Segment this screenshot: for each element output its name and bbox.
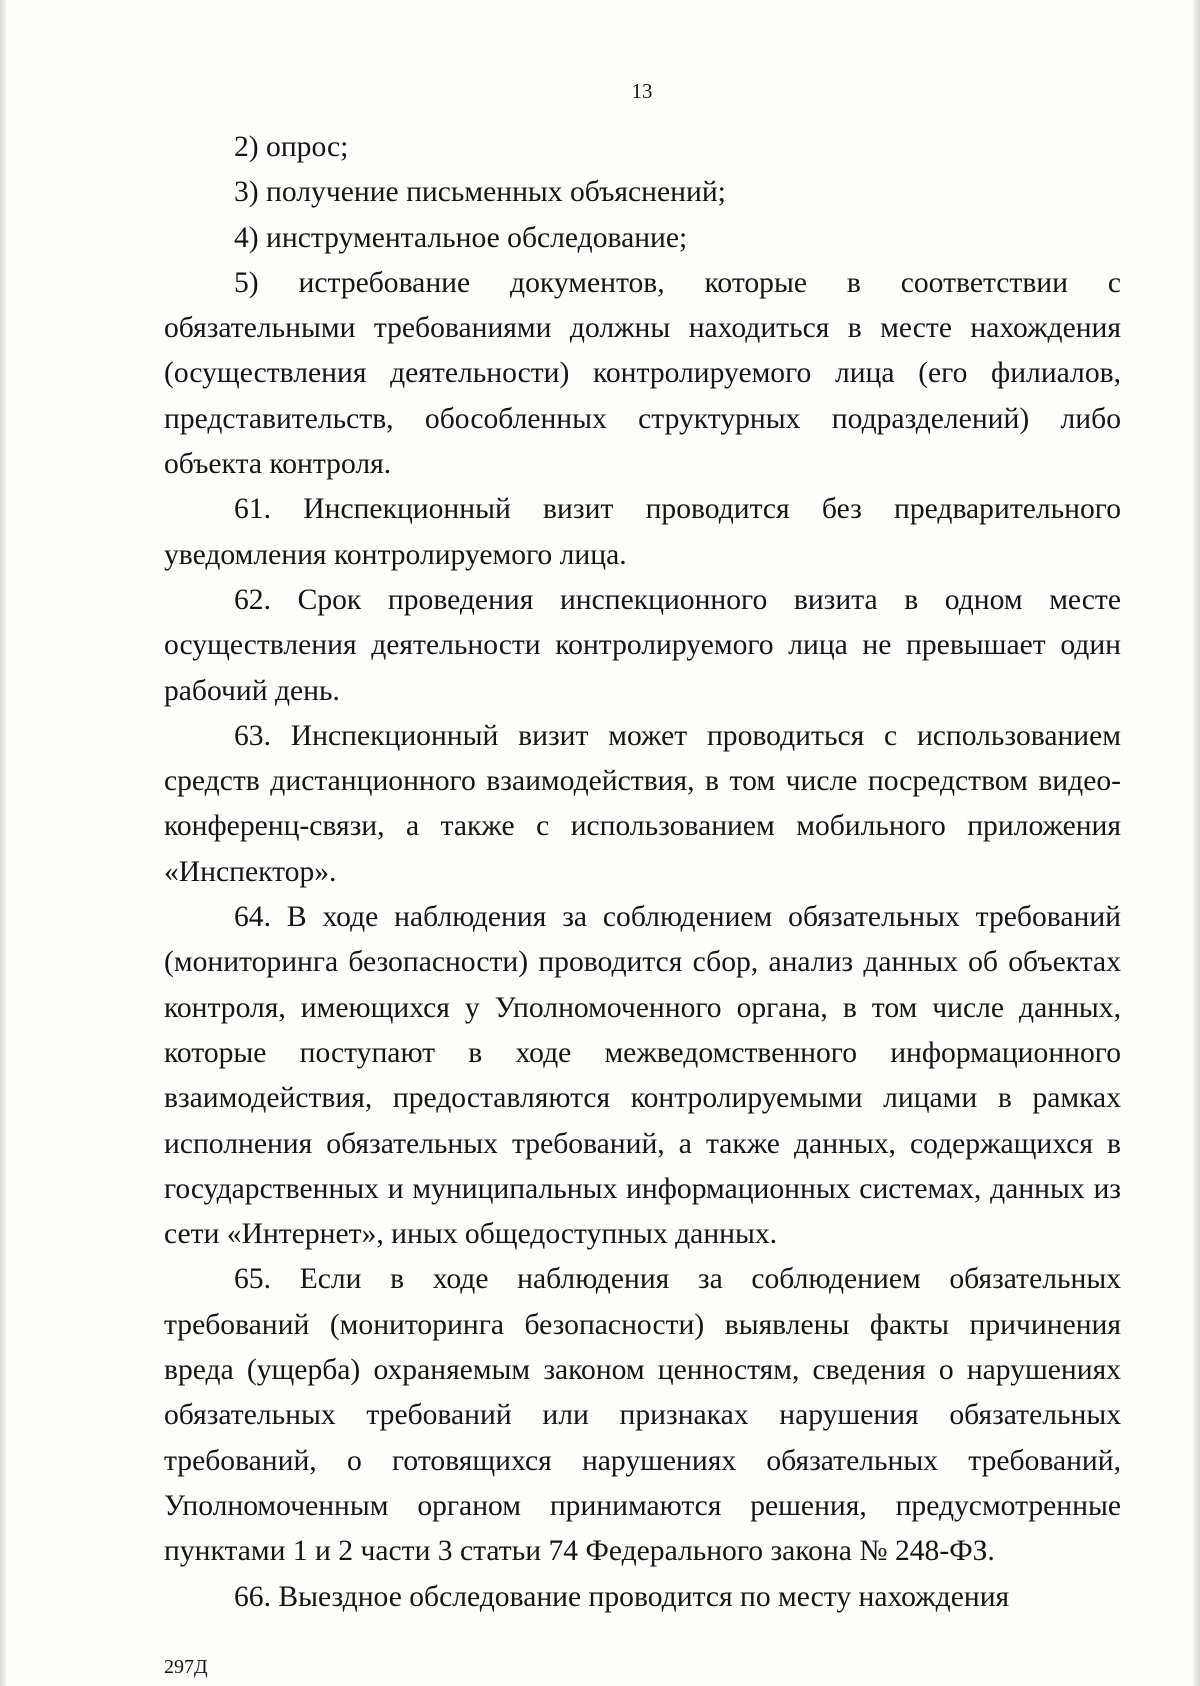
list-item: 2) опрос; [234, 131, 349, 163]
document-body [164, 125, 1121, 1620]
paragraph-63: 63. Инспекционный визит может проводиться с использованием средств дистанционного взаимодействия, в том числе посредством видео-конференц-связи, а также с использованием мобильного приложения «Инспектор». [164, 719, 1121, 888]
paragraph-65: 65. Если в ходе наблюдения за соблюдением обязательных требований (мониторинга безопасности) выявлены факты причинения вреда (ущерба) охраняемым законом ценностям, сведения о нарушениях обязательных требований или признаках нарушения обязательных требований, о готовящихся нарушениях обязательных требований, Уполномоченным органом принимаются решения, предусмотренные пунктами 1 и 2 части 3 статьи 74 Федерального закона № 248-ФЗ. [164, 1263, 1121, 1568]
paragraph-item-5: 5) истребование документов, которые в соответствии с обязательными требованиями должны находиться в месте нахождения (осуществления деятельности) контролируемого лица (его филиалов, представительств, обособленных структурных подразделений) либо объекта контроля. [164, 266, 1121, 481]
list-item: 3) получение письменных объяснений; [234, 176, 726, 209]
paragraph-61: 61. Инспекционный визит проводится без предварительного уведомления контролируемого лица. [164, 493, 1121, 571]
list-item: 4) инструментальное обследование; [234, 221, 688, 254]
page-number: 13 [631, 79, 653, 103]
paragraph-62: 62. Срок проведения инспекционного визита в одном месте осуществления деятельности контролируемого лица не превышает один рабочий день. [164, 583, 1121, 707]
paragraph-64: 64. В ходе наблюдения за соблюдением обязательных требований (мониторинга безопасности) проводится сбор, анализ данных об объектах контроля, имеющихся у Уполномоченного органа, в том числе данных, которые поступают в ходе межведомственного информационного взаимодействия, предоставляются контролируемыми лицами в рамках исполнения обязательных требований, а также данных, содержащихся в государственных и муниципальных информационных системах, данных из сети «Интернет», иных общедоступных данных. [164, 901, 1121, 1251]
scan-edge-right [1193, 0, 1200, 1686]
paragraph-66: 66. Выездное обследование проводится по месту нахождения [234, 1580, 1010, 1613]
footer-document-code: 297Д [164, 1656, 208, 1678]
scan-edge-left [0, 0, 6, 1686]
